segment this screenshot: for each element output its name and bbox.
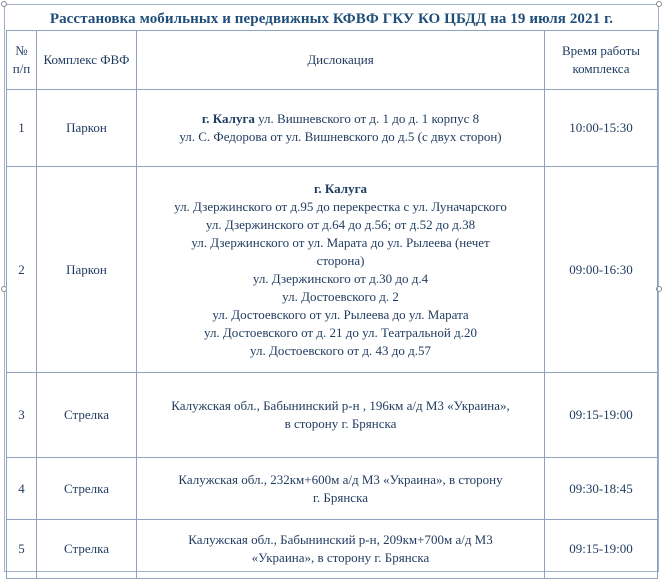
location-line: ул. Дзержинского от ул. Марата до ул. Рылеева (нечет — [191, 234, 490, 250]
cell-num: 4 — [7, 458, 37, 520]
header-time: Время работы комплекса — [545, 31, 658, 90]
cell-location — [137, 167, 545, 373]
table-header-row — [7, 31, 658, 90]
table-row — [7, 520, 658, 579]
cell-num: 1 — [7, 90, 37, 167]
location-line: г. Брянска — [313, 489, 368, 505]
header-num: № п/п — [7, 31, 37, 90]
cell-location — [137, 373, 545, 458]
location-line: ул. С. Федорова от ул. Вишневского до д.5 (с двух сторон) — [179, 129, 502, 144]
cell-location — [137, 458, 545, 520]
cell-complex: Паркон — [37, 90, 137, 167]
table-row — [7, 458, 658, 520]
cell-num: 2 — [7, 167, 37, 373]
location-line: в сторону г. Брянска — [284, 416, 397, 431]
location-line: ул. Достоевского от ул. Рылеева до ул. Марата — [212, 306, 469, 322]
cell-time: 09:00-16:30 — [545, 167, 658, 373]
cell-time: 10:00-15:30 — [545, 90, 658, 167]
location-line: Калужская обл., Бабынинский р-н, 209км+700м а/д М3 — [188, 532, 493, 547]
schedule-table — [6, 30, 658, 579]
cell-num: 5 — [7, 520, 37, 579]
document-title: Расстановка мобильных и передвижных КФВФ ГКУ КО ЦБДД на 19 июля 2021 г. — [49, 10, 614, 27]
location-line: сторона) — [316, 252, 365, 268]
table-row — [7, 373, 658, 458]
table-row — [7, 167, 658, 373]
location-line: ул. Дзержинского от д.30 до д.4 — [252, 270, 429, 286]
location-line: Калужская обл., 232км+600м а/д М3 «Украина», в сторону — [178, 471, 503, 487]
cell-time: 09:15-19:00 — [545, 520, 658, 579]
cell-complex: Стрелка — [37, 373, 137, 458]
location-line: «Украина», в сторону г. Брянска — [251, 550, 430, 565]
cell-location — [137, 90, 545, 167]
location-line: г. Калуга — [313, 180, 367, 196]
cell-time: 09:30-18:45 — [545, 458, 658, 520]
location-line: Калужская обл., Бабынинский р-н , 196км а/д М3 «Украина», — [171, 398, 510, 413]
cell-complex: Паркон — [37, 167, 137, 373]
location-line: ул. Достоевского от д. 21 до ул. Театральной д.20 — [204, 324, 477, 340]
cell-time: 09:15-19:00 — [545, 373, 658, 458]
location-line: г. Калуга ул. Вишневского от д. 1 до д. 1 корпус 8 — [201, 111, 480, 126]
location-line: ул. Достоевского д. 2 — [282, 288, 399, 304]
cell-complex: Стрелка — [37, 520, 137, 579]
location-line: ул. Достоевского от д. 43 до д.57 — [250, 342, 431, 358]
table-row — [7, 90, 658, 167]
cell-complex: Стрелка — [37, 458, 137, 520]
location-line: ул. Дзержинского от д.64 до д.56; от д.52 до д.38 — [205, 216, 476, 232]
header-complex: Комплекс ФВФ — [37, 31, 137, 90]
cell-num: 3 — [7, 373, 37, 458]
header-location: Дислокация — [137, 31, 545, 90]
cell-location — [137, 520, 545, 579]
location-line: ул. Дзержинского от д.95 до перекрестка с ул. Луначарского — [174, 198, 507, 214]
